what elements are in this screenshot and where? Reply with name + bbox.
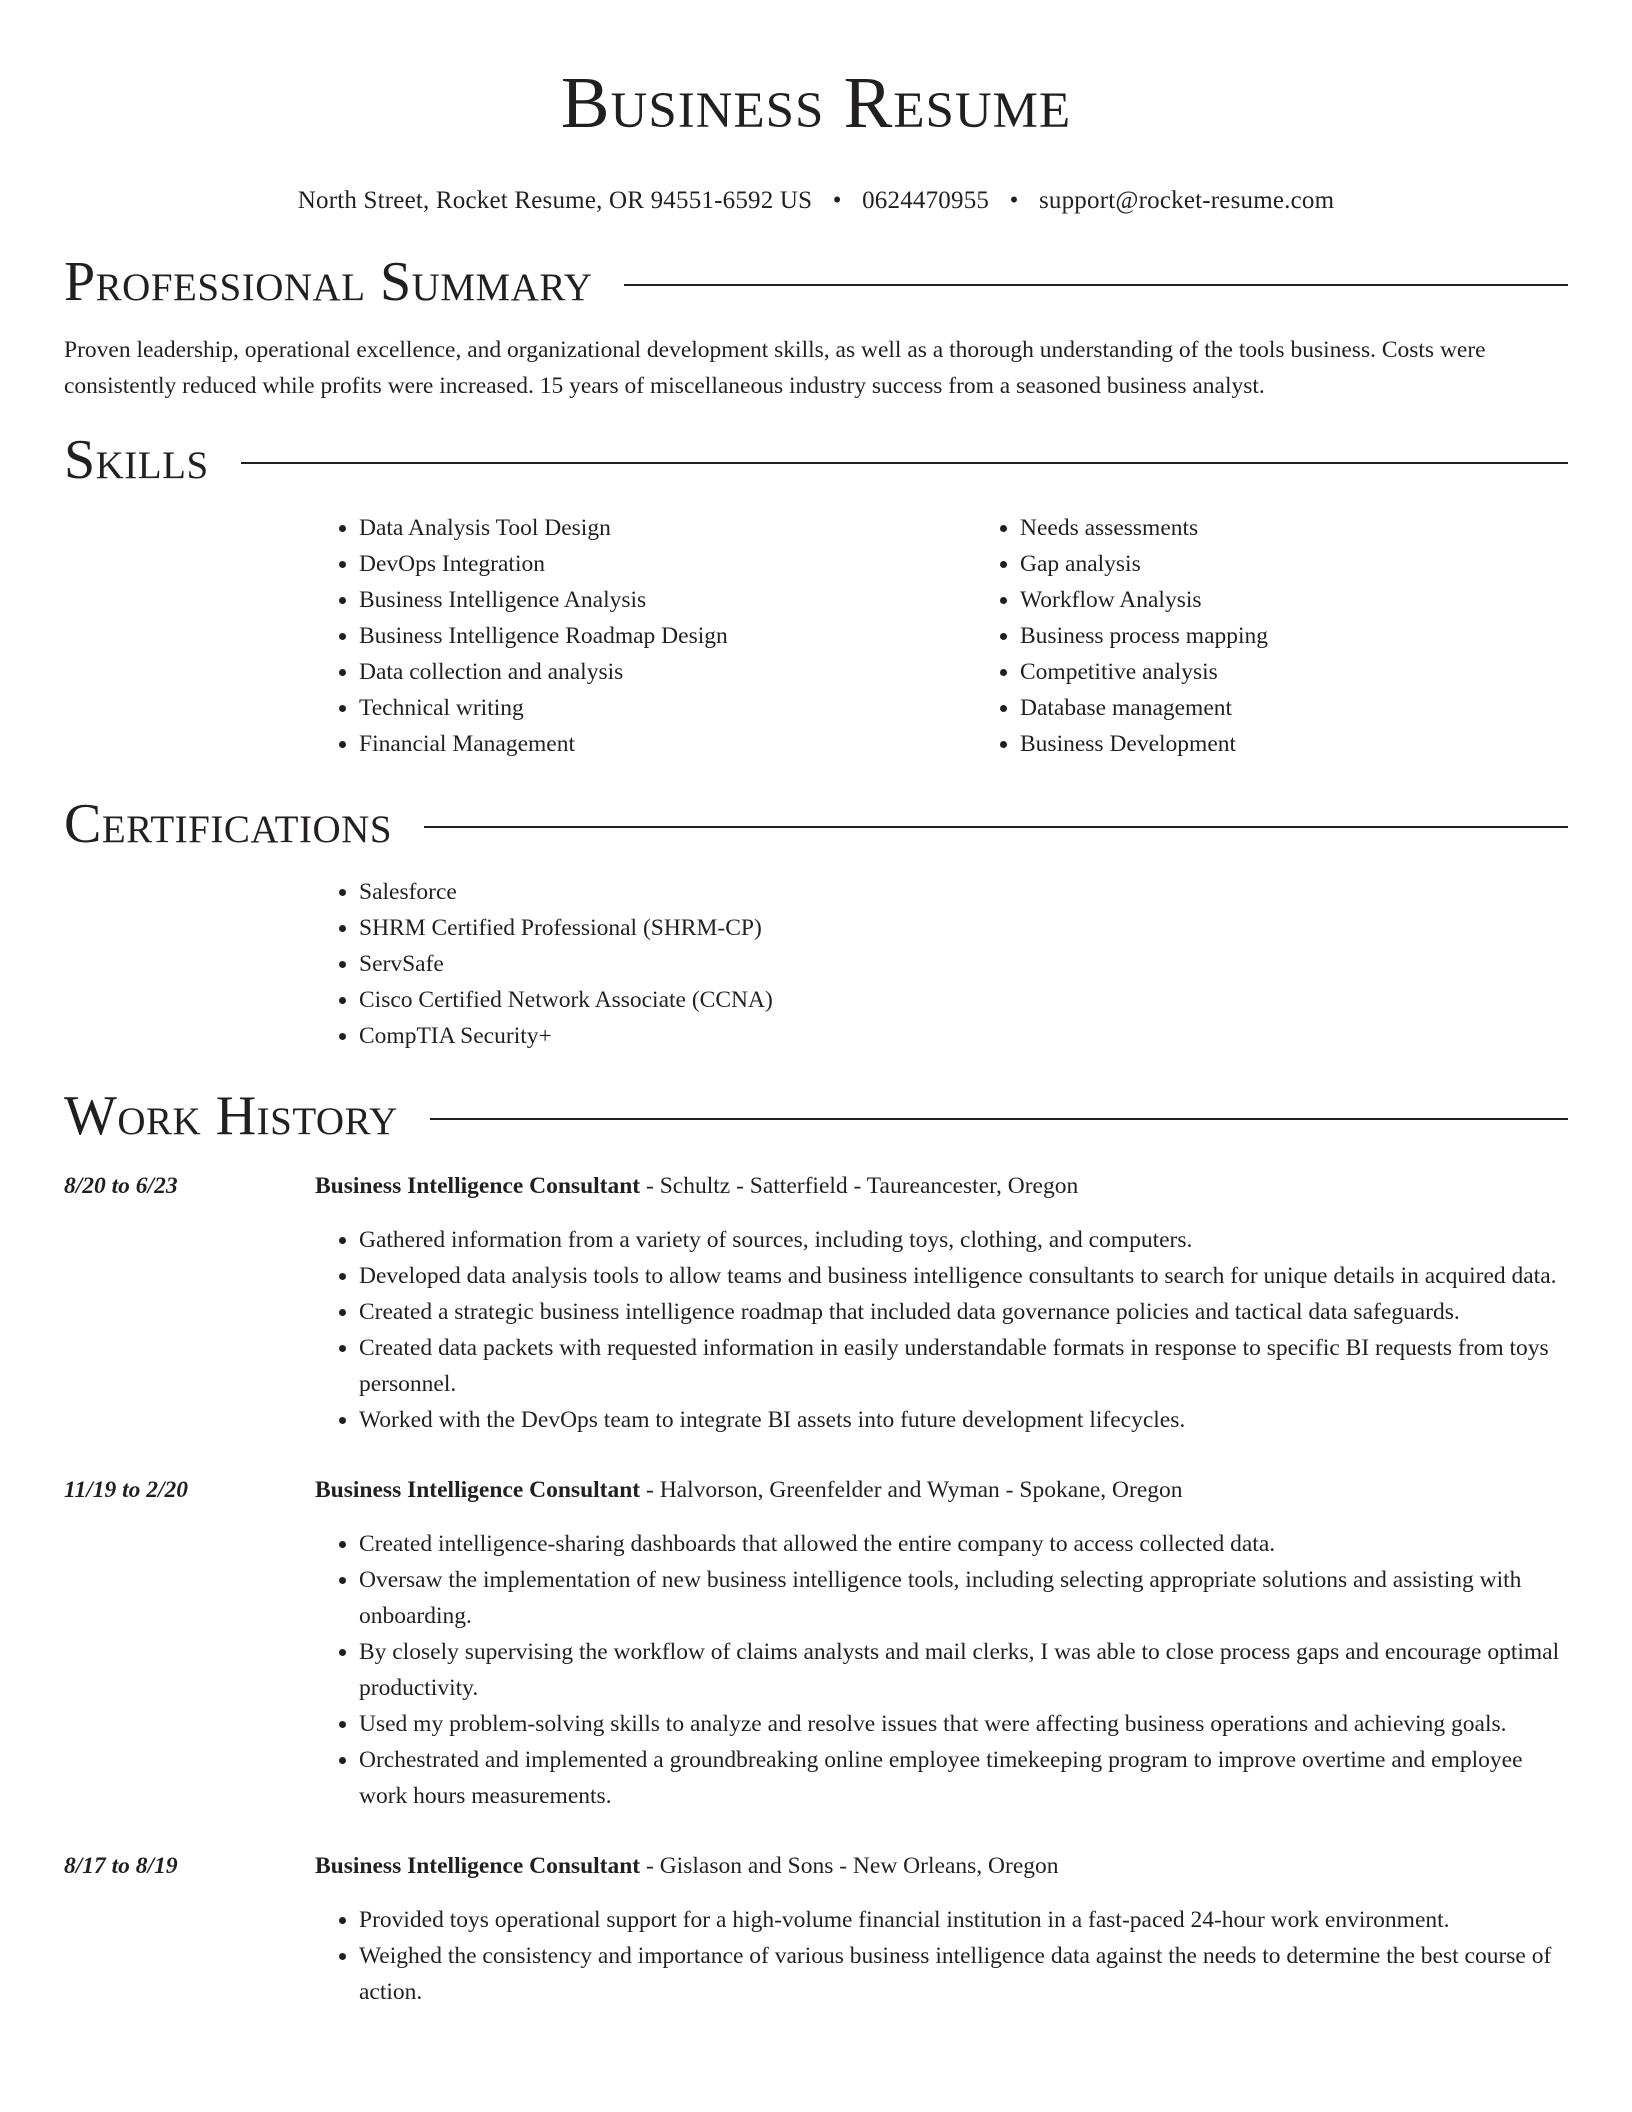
section-divider	[241, 462, 1568, 464]
list-item: • Oversaw the implementation of new business intelligence tools, including selecting appropriate solutions and assisting with onboarding.	[359, 1562, 1568, 1634]
job-heading	[315, 1168, 1078, 1204]
list-item: • Business Intelligence Analysis	[359, 582, 976, 618]
job-bullets	[315, 1526, 1568, 1814]
list-item: • CompTIA Security+	[359, 1018, 1568, 1054]
list-item: • Created a strategic business intelligence roadmap that included data governance policies and tactical data safeguards.	[359, 1294, 1568, 1330]
job-company: - Schultz - Satterfield - Taureancester, Oregon	[640, 1173, 1079, 1199]
skills-section-header	[64, 428, 1568, 492]
list-item: • Worked with the DevOps team to integrate BI assets into future development lifecycles.	[359, 1402, 1568, 1438]
list-item: • DevOps Integration	[359, 546, 976, 582]
address: North Street, Rocket Resume, OR 94551-6592 US	[297, 187, 813, 214]
section-divider	[430, 1118, 1568, 1120]
list-item: • Created intelligence-sharing dashboards that allowed the entire company to access collected data.	[359, 1526, 1568, 1562]
job-company: - Halvorson, Greenfelder and Wyman - Spokane, Oregon	[640, 1477, 1183, 1503]
summary-text: Proven leadership, operational excellence, and organizational development skills, as well as a thorough understanding of the tools business. Costs were consistently reduced while profits were increased. 15 years of miscellaneous industry success from a seasoned business analyst.	[64, 337, 1486, 399]
job-bullets	[315, 1222, 1568, 1438]
section-heading: Skills	[64, 429, 209, 491]
job-dates: 8/20 to 6/23	[64, 1173, 178, 1199]
contact-line	[64, 186, 1568, 216]
list-item: • Cisco Certified Network Associate (CCNA)	[359, 982, 1568, 1018]
job-title: Business Intelligence Consultant	[315, 1853, 641, 1879]
job-header	[64, 1848, 1568, 1884]
section-heading: Work History	[64, 1085, 398, 1147]
section-divider	[424, 826, 1568, 828]
job-title: Business Intelligence Consultant	[315, 1477, 641, 1503]
list-item: • Workflow Analysis	[1020, 582, 1632, 618]
phone: 0624470955	[862, 187, 990, 214]
summary-section-header	[64, 250, 1568, 314]
skills-columns	[315, 510, 1568, 762]
skills-list-left	[315, 510, 976, 762]
section-divider	[624, 284, 1568, 286]
job-heading	[315, 1472, 1183, 1508]
resume-page	[64, 0, 1568, 2010]
job-heading	[315, 1848, 1059, 1884]
job-header	[64, 1168, 1568, 1204]
list-item: • SHRM Certified Professional (SHRM-CP)	[359, 910, 1568, 946]
list-item: • Gathered information from a variety of sources, including toys, clothing, and computers.	[359, 1222, 1568, 1258]
job-entry	[64, 1168, 1568, 1438]
list-item: • Technical writing	[359, 690, 976, 726]
resume-name: Business Resume	[560, 62, 1072, 143]
job-company: - Gislason and Sons - New Orleans, Oregon	[640, 1853, 1059, 1879]
email: support@rocket-resume.com	[1038, 187, 1335, 214]
section-heading: Professional Summary	[64, 251, 593, 313]
list-item: • Financial Management	[359, 726, 976, 762]
list-item: • Business process mapping	[1020, 618, 1632, 654]
contact-separator: •	[832, 187, 842, 214]
job-entry	[64, 1472, 1568, 1814]
list-item: • Business Development	[1020, 726, 1632, 762]
job-dates: 8/17 to 8/19	[64, 1853, 178, 1879]
job-entry	[64, 1848, 1568, 2010]
section-heading: Certifications	[64, 793, 393, 855]
list-item: • Orchestrated and implemented a groundbreaking online employee timekeeping program to improve overtime and employee work hours measurements.	[359, 1742, 1568, 1814]
list-item: • Gap analysis	[1020, 546, 1632, 582]
list-item: • Business Intelligence Roadmap Design	[359, 618, 976, 654]
list-item: • Created data packets with requested information in easily understandable formats in response to specific BI requests from toys personnel.	[359, 1330, 1568, 1402]
list-item: • Salesforce	[359, 874, 1568, 910]
job-dates: 11/19 to 2/20	[64, 1477, 189, 1503]
contact-separator: •	[1009, 187, 1019, 214]
list-item: • Data collection and analysis	[359, 654, 976, 690]
list-item: • Developed data analysis tools to allow teams and business intelligence consultants to search for unique details in acquired data.	[359, 1258, 1568, 1294]
work-history-section-header	[64, 1084, 1568, 1148]
job-header	[64, 1472, 1568, 1508]
list-item: • Competitive analysis	[1020, 654, 1632, 690]
list-item: • Weighed the consistency and importance of various business intelligence data against the needs to determine the best course of action.	[359, 1938, 1568, 2010]
certifications-section-header	[64, 792, 1568, 856]
list-item: • Data Analysis Tool Design	[359, 510, 976, 546]
job-title: Business Intelligence Consultant	[315, 1173, 641, 1199]
list-item: • Used my problem-solving skills to analyze and resolve issues that were affecting business operations and achieving goals.	[359, 1706, 1568, 1742]
skills-list-right	[976, 510, 1632, 762]
list-item: • Provided toys operational support for a high-volume financial institution in a fast-paced 24-hour work environment.	[359, 1902, 1568, 1938]
job-bullets	[315, 1902, 1568, 2010]
list-item: • By closely supervising the workflow of claims analysts and mail clerks, I was able to close process gaps and encourage optimal productivity.	[359, 1634, 1568, 1706]
list-item: • ServSafe	[359, 946, 1568, 982]
list-item: • Database management	[1020, 690, 1632, 726]
certifications-list	[315, 874, 1568, 1054]
list-item: • Needs assessments	[1020, 510, 1632, 546]
